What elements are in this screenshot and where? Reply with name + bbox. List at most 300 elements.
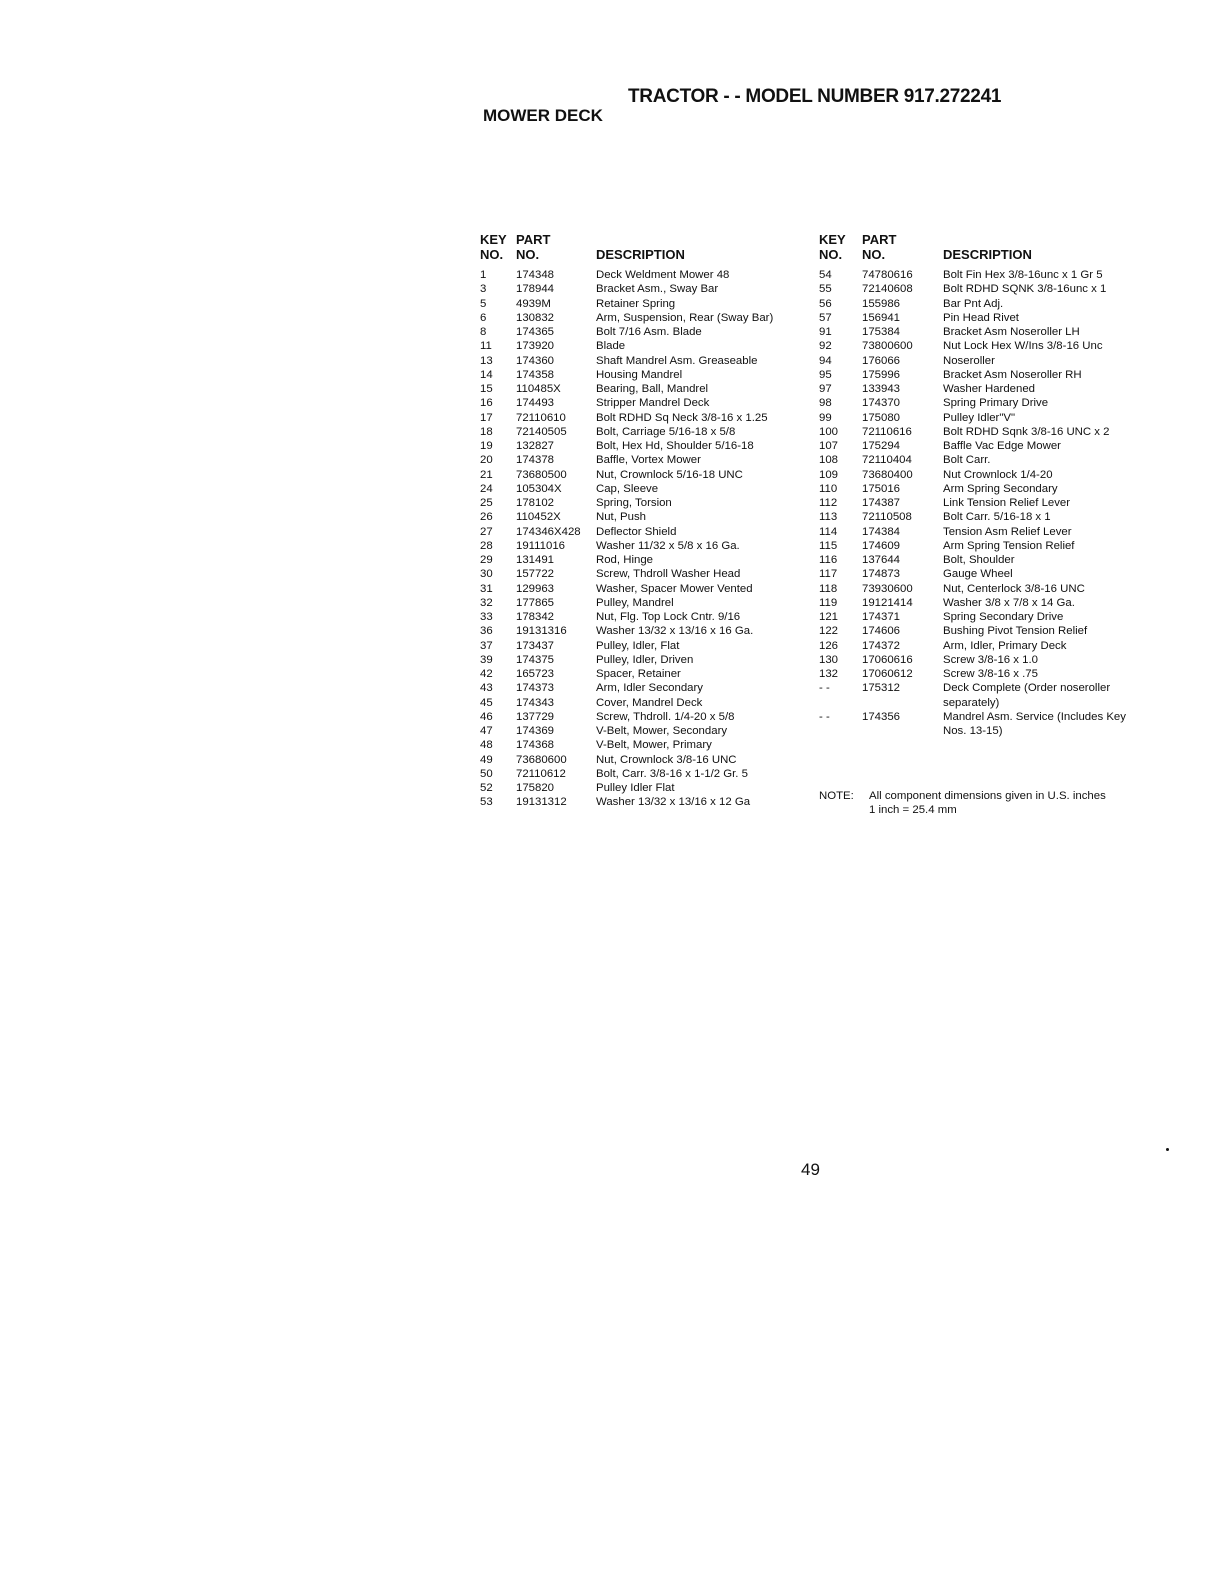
table-row (819, 411, 1149, 425)
part-no-cell: 19131312 (516, 796, 567, 809)
description-cell: Arm, Suspension, Rear (Sway Bar) (596, 311, 774, 324)
key-no-cell: 114 (819, 525, 838, 538)
part-no-cell: 72110612 (516, 767, 566, 780)
description-cell: Nut, Crownlock 3/8-16 UNC (596, 753, 737, 766)
key-no-cell: 42 (480, 668, 493, 680)
key-no-cell: 122 (819, 625, 839, 638)
table-header (480, 232, 800, 262)
description-cell: Blade (596, 340, 626, 353)
key-no-cell: 110 (819, 482, 838, 495)
key-no-cell: 36 (480, 625, 493, 638)
key-no-cell: 8 (480, 326, 487, 338)
parts-table-right (819, 232, 1149, 738)
table-row (819, 582, 1149, 596)
description-cell: Bolt, Hex Hd, Shoulder 5/16-18 (596, 440, 754, 452)
description-cell: Washer, Spacer Mower Vented (596, 582, 753, 595)
page-title: TRACTOR - - MODEL NUMBER 917.272241 (628, 86, 1002, 107)
key-no-cell: 6 (480, 311, 487, 324)
part-no-cell: 73930600 (862, 582, 913, 595)
table-row (819, 567, 1149, 581)
part-no-cell: 174346X428 (516, 525, 581, 538)
part-no-cell: 175294 (862, 440, 901, 452)
description-cell: Pulley Idler"V" (943, 411, 1016, 424)
parts-list-left (480, 268, 800, 810)
table-row (480, 297, 800, 311)
note-line2: 1 inch = 25.4 mm (869, 804, 957, 816)
key-no-header-line1: KEY (819, 232, 846, 247)
key-no-cell: - - (819, 682, 830, 695)
key-no-cell: 98 (819, 397, 832, 410)
key-no-cell: 13 (480, 354, 493, 367)
part-no-cell: 174348 (516, 269, 555, 281)
part-no-cell: 72110508 (862, 511, 912, 524)
description-cell: Nut Crownlock 1/4-20 (943, 468, 1053, 481)
table-row (480, 653, 800, 667)
table-row (480, 696, 800, 710)
part-no-cell: 133943 (862, 383, 901, 395)
description-cell: Housing Mandrel (596, 368, 683, 381)
part-no-cell: 72110616 (862, 425, 912, 438)
description-cell: Cover, Mandrel Deck (596, 696, 703, 709)
table-row (480, 453, 800, 467)
key-no-cell: 126 (819, 639, 839, 652)
description-cell: Spring Secondary Drive (943, 611, 1064, 623)
table-row (819, 268, 1149, 282)
description-cell: Screw 3/8-16 x .75 (943, 668, 1038, 680)
key-no-cell: 20 (480, 454, 493, 467)
key-no-cell: 24 (480, 482, 493, 495)
table-row (480, 753, 800, 767)
table-row (480, 368, 800, 382)
key-no-cell: 54 (819, 269, 832, 281)
key-no-cell: 27 (480, 525, 493, 538)
description-cell: Washer 13/32 x 13/16 x 12 Ga (596, 796, 751, 809)
part-no-cell: 174372 (862, 639, 901, 652)
key-no-cell: 31 (480, 582, 493, 595)
table-row (480, 639, 800, 653)
part-no-cell: 174378 (516, 454, 555, 467)
table-row (480, 539, 800, 553)
description-cell: Link Tension Relief Lever (943, 497, 1071, 509)
part-no-cell: 72140608 (862, 283, 913, 296)
part-no-cell: 155986 (862, 297, 901, 310)
key-no-cell: 55 (819, 283, 832, 296)
key-no-cell: 45 (480, 696, 493, 709)
table-row (480, 738, 800, 752)
table-row (819, 624, 1149, 638)
part-no-cell: 72140505 (516, 425, 567, 438)
description-cell: Bushing Pivot Tension Relief (943, 625, 1088, 638)
table-row (819, 539, 1149, 553)
key-no-cell: 100 (819, 425, 839, 438)
description-cell: Bolt, Shoulder (943, 554, 1015, 566)
table-row (480, 795, 800, 809)
table-row (819, 368, 1149, 382)
description-cell: Bolt Carr. (943, 454, 991, 467)
description-cell: Bearing, Ball, Mandrel (596, 383, 709, 395)
part-no-cell: 110452X (516, 511, 561, 524)
table-row (480, 667, 800, 681)
description-cell: Tension Asm Relief Lever (943, 525, 1072, 538)
part-no-cell: 174493 (516, 397, 555, 410)
table-row (819, 525, 1149, 539)
description-cell: Bolt Carr. 5/16-18 x 1 (943, 511, 1051, 524)
part-no-cell: 137644 (862, 554, 901, 566)
key-no-cell: 30 (480, 568, 493, 581)
part-no-cell: 175996 (862, 368, 901, 381)
key-no-cell: 50 (480, 767, 493, 780)
key-no-cell: 14 (480, 368, 493, 381)
key-no-cell: 115 (819, 539, 838, 552)
table-row (819, 667, 1149, 681)
description-cell: V-Belt, Mower, Secondary (596, 725, 728, 737)
dimensions-note (819, 789, 1106, 817)
key-no-cell: 56 (819, 297, 832, 310)
description-cell: Pulley, Idler, Driven (596, 653, 694, 666)
key-no-cell: 19 (480, 440, 493, 452)
table-row (480, 468, 800, 482)
part-no-cell: 178944 (516, 283, 555, 296)
part-no-cell: 174373 (516, 682, 555, 695)
description-cell: Pulley Idler Flat (596, 782, 675, 794)
description-cell: Bracket Asm., Sway Bar (596, 283, 719, 296)
description-cell: Baffle, Vortex Mower (596, 454, 701, 467)
description-cell: Arm, Idler, Primary Deck (943, 639, 1067, 652)
part-no-header-line1: PART (862, 232, 897, 247)
part-no-cell: 19121414 (862, 596, 913, 609)
part-no-cell: 17060616 (862, 653, 913, 666)
key-no-cell: 37 (480, 639, 493, 652)
table-row (480, 396, 800, 410)
part-no-cell: 174356 (862, 710, 901, 723)
part-no-cell: 175312 (862, 682, 901, 695)
description-cell: Nut, Centerlock 3/8-16 UNC (943, 582, 1085, 595)
table-row (480, 482, 800, 496)
part-no-cell: 165723 (516, 668, 555, 680)
table-row (819, 596, 1149, 610)
key-no-cell: 18 (480, 425, 493, 438)
description-cell: Screw 3/8-16 x 1.0 (943, 653, 1038, 666)
description-cell: Shaft Mandrel Asm. Greaseable (596, 354, 758, 367)
table-row (819, 553, 1149, 567)
description-cell: Bolt RDHD Sqnk 3/8-16 UNC x 2 (943, 425, 1110, 438)
description-cell: Washer Hardened (943, 383, 1036, 395)
key-no-cell: 33 (480, 611, 493, 623)
table-row (480, 724, 800, 738)
table-row (480, 282, 800, 296)
key-no-cell: 47 (480, 725, 493, 737)
key-no-cell: 94 (819, 354, 832, 367)
section-title: MOWER DECK (483, 106, 603, 125)
description-cell: Bracket Asm Noseroller RH (943, 368, 1082, 381)
table-row (819, 710, 1149, 739)
key-no-cell: 117 (819, 568, 838, 581)
part-no-cell: 129963 (516, 582, 555, 595)
part-no-cell: 176066 (862, 354, 901, 367)
table-row (480, 411, 800, 425)
table-row (480, 610, 800, 624)
description-cell: Deck Complete (Order noseroller separately) (943, 682, 1111, 709)
part-no-cell: 19131316 (516, 625, 567, 638)
table-row (480, 354, 800, 368)
description-cell: Mandrel Asm. Service (Includes Key Nos. 13-15) (943, 710, 1126, 737)
table-row (480, 510, 800, 524)
key-no-cell: 21 (480, 468, 493, 481)
table-row (819, 653, 1149, 667)
stray-mark (1166, 1148, 1169, 1151)
part-no-cell: 73680400 (862, 468, 913, 481)
part-no-cell: 72110404 (862, 454, 912, 467)
description-cell: Washer 3/8 x 7/8 x 14 Ga. (943, 596, 1075, 609)
description-header: DESCRIPTION (943, 247, 1032, 262)
table-row (819, 681, 1149, 710)
description-cell: Pulley, Idler, Flat (596, 639, 680, 652)
key-no-cell: 95 (819, 368, 832, 381)
part-no-cell: 157722 (516, 568, 555, 581)
key-no-cell: 1 (480, 269, 487, 281)
table-row (819, 282, 1149, 296)
description-cell: Spacer, Retainer (596, 668, 681, 680)
key-no-cell: 16 (480, 397, 493, 410)
description-cell: Arm, Idler Secondary (596, 682, 703, 695)
table-row (480, 325, 800, 339)
description-cell: Pin Head Rivet (943, 311, 1019, 324)
part-no-cell: 130832 (516, 311, 555, 324)
description-cell: Bracket Asm Noseroller LH (943, 326, 1080, 338)
part-no-cell: 175016 (862, 482, 901, 495)
key-no-cell: 53 (480, 796, 493, 809)
table-row (480, 525, 800, 539)
part-no-cell: 72110610 (516, 411, 566, 424)
key-no-header-line2: NO. (819, 247, 843, 262)
table-row (480, 311, 800, 325)
description-cell: Retainer Spring (596, 297, 676, 310)
table-row (819, 382, 1149, 396)
key-no-cell: 43 (480, 682, 493, 695)
table-row (819, 482, 1149, 496)
parts-table-left (480, 232, 800, 810)
part-no-cell: 156941 (862, 311, 901, 324)
table-row (819, 510, 1149, 524)
description-cell: Deck Weldment Mower 48 (596, 269, 730, 281)
key-no-cell: 108 (819, 454, 839, 467)
part-no-cell: 174375 (516, 653, 555, 666)
description-cell: V-Belt, Mower, Primary (596, 739, 712, 752)
table-header (819, 232, 1149, 262)
part-no-cell: 174387 (862, 497, 901, 509)
description-cell: Nut, Push (596, 511, 647, 524)
key-no-cell: 48 (480, 739, 493, 752)
key-no-cell: 39 (480, 653, 493, 666)
description-cell: Bolt RDHD SQNK 3/8-16unc x 1 (943, 283, 1107, 296)
table-row (480, 767, 800, 781)
description-cell: Nut Lock Hex W/Ins 3/8-16 Unc (943, 340, 1103, 353)
table-row (480, 268, 800, 282)
key-no-cell: 29 (480, 554, 493, 566)
description-cell: Washer 13/32 x 13/16 x 16 Ga. (596, 625, 754, 638)
description-cell: Nut, Crownlock 5/16-18 UNC (596, 468, 743, 481)
table-row (819, 453, 1149, 467)
key-no-cell: 46 (480, 710, 493, 723)
key-no-cell: 49 (480, 753, 493, 766)
part-no-cell: 174368 (516, 739, 555, 752)
part-no-cell: 174606 (862, 625, 901, 638)
part-no-cell: 174384 (862, 525, 901, 538)
part-no-cell: 174609 (862, 539, 901, 552)
key-no-cell: 118 (819, 582, 838, 595)
page-number: 49 (801, 1160, 820, 1179)
part-no-cell: 175384 (862, 326, 901, 338)
description-cell: Pulley, Mandrel (596, 596, 674, 609)
key-no-cell: 57 (819, 311, 832, 324)
table-row (819, 339, 1149, 353)
description-cell: Screw, Thdroll. 1/4-20 x 5/8 (596, 710, 735, 723)
part-no-header-line2: NO. (516, 247, 540, 262)
description-header: DESCRIPTION (596, 247, 685, 262)
description-cell: Nut, Flg. Top Lock Cntr. 9/16 (596, 611, 741, 623)
key-no-cell: 17 (480, 411, 493, 424)
key-no-header-line2: NO. (480, 247, 504, 262)
part-no-cell: 177865 (516, 596, 555, 609)
key-no-cell: 5 (480, 297, 487, 310)
description-cell: Bolt RDHD Sq Neck 3/8-16 x 1.25 (596, 411, 768, 424)
table-row (480, 781, 800, 795)
key-no-cell: 113 (819, 511, 838, 524)
key-no-cell: 15 (480, 383, 493, 395)
description-cell: Spring, Torsion (596, 497, 672, 509)
part-no-cell: 178102 (516, 497, 555, 509)
table-row (480, 382, 800, 396)
table-row (480, 553, 800, 567)
key-no-cell: 97 (819, 383, 832, 395)
part-no-cell: 73680600 (516, 753, 567, 766)
description-cell: Gauge Wheel (943, 568, 1013, 581)
table-row (819, 311, 1149, 325)
key-no-cell: 92 (819, 340, 832, 353)
table-row (480, 710, 800, 724)
table-row (480, 681, 800, 695)
key-no-cell: 109 (819, 468, 839, 481)
table-row (819, 425, 1149, 439)
description-cell: Bolt 7/16 Asm. Blade (596, 326, 702, 338)
description-cell: Noseroller (943, 354, 995, 367)
key-no-cell: 132 (819, 668, 839, 680)
part-no-cell: 174360 (516, 354, 555, 367)
description-cell: Bolt, Carriage 5/16-18 x 5/8 (596, 425, 736, 438)
note-line1: All component dimensions given in U.S. inches (869, 790, 1106, 802)
key-no-header-line1: KEY (480, 232, 507, 247)
part-no-cell: 110485X (516, 383, 561, 395)
table-row (480, 425, 800, 439)
description-cell: Cap, Sleeve (596, 482, 659, 495)
part-no-cell: 174371 (862, 611, 901, 623)
key-no-cell: 130 (819, 653, 839, 666)
part-no-cell: 178342 (516, 611, 555, 623)
description-cell: Bolt, Carr. 3/8-16 x 1-1/2 Gr. 5 (596, 767, 748, 780)
part-no-cell: 17060612 (862, 668, 913, 680)
description-cell: Screw, Thdroll Washer Head (596, 568, 741, 581)
table-row (480, 339, 800, 353)
description-cell: Arm Spring Tension Relief (943, 539, 1075, 552)
description-cell: Bolt Fin Hex 3/8-16unc x 1 Gr 5 (943, 269, 1103, 281)
description-cell: Spring Primary Drive (943, 397, 1049, 410)
description-cell: Washer 11/32 x 5/8 x 16 Ga. (596, 539, 740, 552)
key-no-cell: 112 (819, 497, 838, 509)
part-no-cell: 174343 (516, 696, 555, 709)
part-no-cell: 19111016 (516, 539, 565, 552)
key-no-cell: 28 (480, 539, 493, 552)
note-label: NOTE: (819, 790, 854, 802)
description-cell: Stripper Mandrel Deck (596, 397, 710, 410)
part-no-cell: 137729 (516, 710, 555, 723)
table-row (480, 496, 800, 510)
parts-list-right (819, 268, 1149, 738)
part-no-cell: 131491 (516, 554, 555, 566)
part-no-cell: 174873 (862, 568, 901, 581)
part-no-cell: 73680500 (516, 468, 567, 481)
table-row (480, 596, 800, 610)
part-no-cell: 105304X (516, 482, 562, 495)
key-no-cell: 99 (819, 411, 832, 424)
part-no-cell: 173437 (516, 639, 555, 652)
table-row (819, 468, 1149, 482)
part-no-cell: 175080 (862, 411, 901, 424)
key-no-cell: 119 (819, 596, 838, 609)
description-cell: Rod, Hinge (596, 554, 653, 566)
key-no-cell: 3 (480, 283, 487, 296)
part-no-cell: 132827 (516, 440, 555, 452)
description-cell: Baffle Vac Edge Mower (943, 440, 1061, 452)
table-row (819, 354, 1149, 368)
table-row (480, 624, 800, 638)
key-no-cell: 32 (480, 596, 493, 609)
part-no-cell: 173920 (516, 340, 555, 353)
description-cell: Arm Spring Secondary (943, 482, 1058, 495)
key-no-cell: 121 (819, 611, 839, 623)
key-no-cell: - - (819, 710, 830, 723)
table-row (819, 496, 1149, 510)
part-no-header-line1: PART (516, 232, 551, 247)
table-row (819, 639, 1149, 653)
part-no-cell: 174358 (516, 368, 555, 381)
table-row (819, 396, 1149, 410)
key-no-cell: 52 (480, 782, 493, 794)
description-cell: Deflector Shield (596, 525, 677, 538)
part-no-cell: 74780616 (862, 269, 913, 281)
table-row (819, 297, 1149, 311)
table-row (480, 582, 800, 596)
key-no-cell: 25 (480, 497, 493, 509)
part-no-cell: 73800600 (862, 340, 913, 353)
part-no-cell: 174369 (516, 725, 555, 737)
key-no-cell: 11 (480, 340, 492, 353)
part-no-cell: 175820 (516, 782, 555, 794)
table-row (819, 325, 1149, 339)
table-row (819, 610, 1149, 624)
key-no-cell: 116 (819, 554, 838, 566)
part-no-cell: 174365 (516, 326, 555, 338)
description-cell: Bar Pnt Adj. (943, 297, 1004, 310)
part-no-cell: 4939M (516, 297, 551, 310)
key-no-cell: 26 (480, 511, 493, 524)
table-row (480, 567, 800, 581)
part-no-cell: 174370 (862, 397, 901, 410)
table-row (819, 439, 1149, 453)
key-no-cell: 107 (819, 440, 839, 452)
key-no-cell: 91 (819, 326, 832, 338)
part-no-header-line2: NO. (862, 247, 886, 262)
table-row (480, 439, 800, 453)
